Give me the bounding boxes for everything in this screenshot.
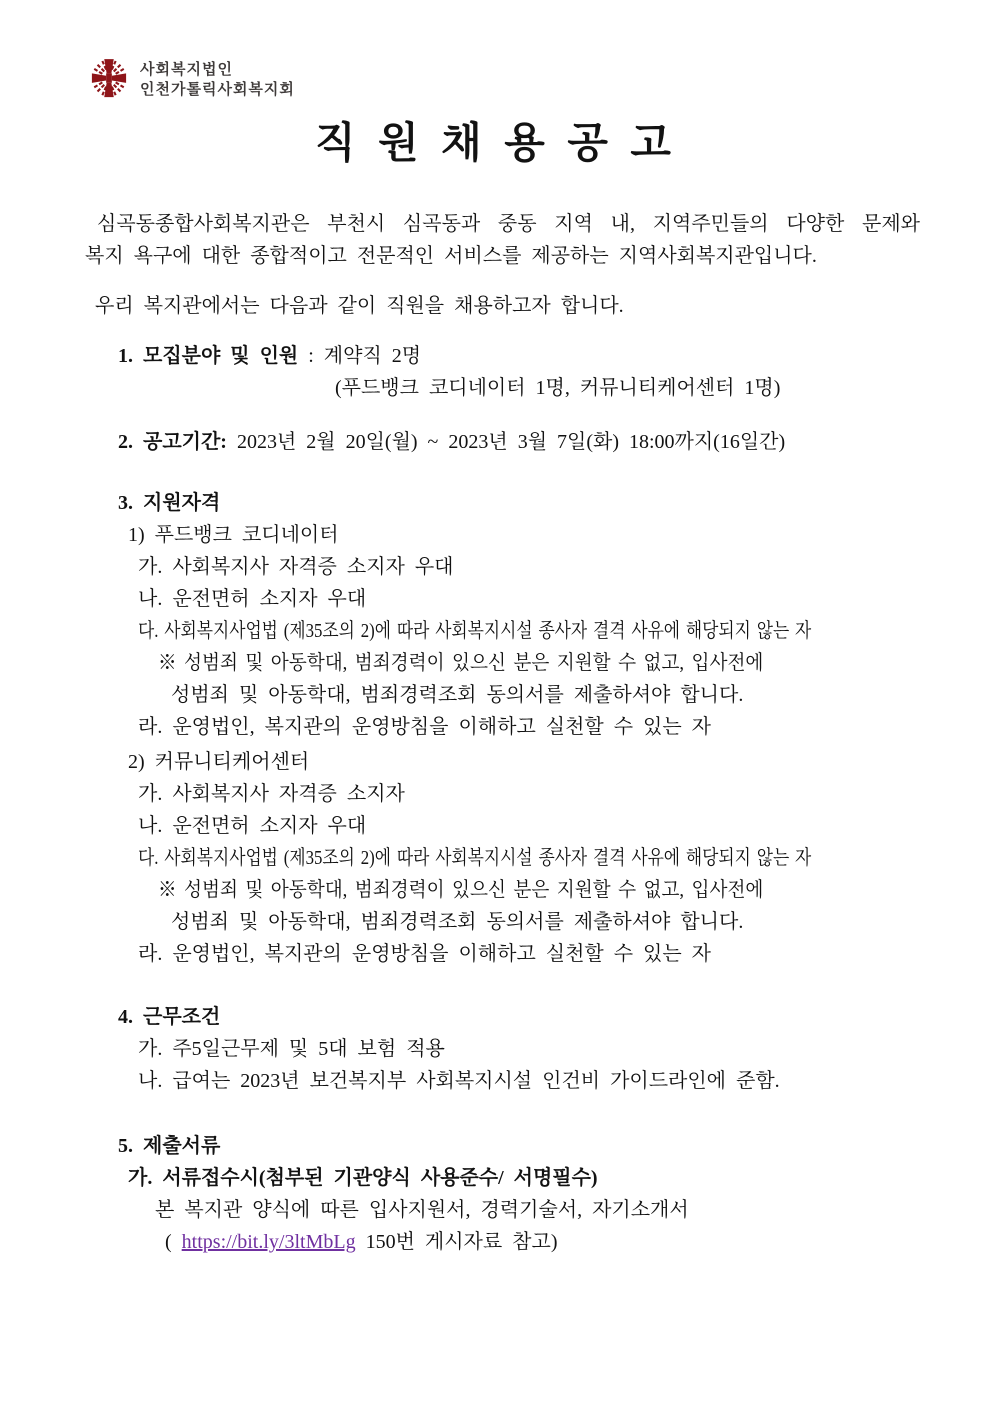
group-2-item-a: 가. 사회복지사 자격증 소지자: [138, 783, 405, 805]
link-suffix: 150번 게시자료 참고): [355, 1231, 558, 1253]
section-3-heading: 3. 지원자격: [118, 492, 221, 514]
section-2-value: 2023년 2월 20일(월) ~ 2023년 3월 7일(화) 18:00까지(16일간): [226, 431, 786, 453]
section-5-heading-line: [85, 1130, 920, 1162]
section-5-documents-line: 본 복지관 양식에 따른 입사지원서, 경력기술서, 자기소개서: [155, 1199, 689, 1221]
page-title: 직 원 채 용 공 고: [315, 121, 677, 167]
group-2-note-1: [85, 874, 920, 906]
group-1-item-a: 가. 사회복지사 자격증 소지자 우대: [138, 556, 454, 578]
section-5-sub-heading-line: [85, 1162, 920, 1194]
section-5-sub-heading: 가. 서류접수시(첨부된 기관양식 사용준수/ 서명필수): [128, 1167, 598, 1189]
group-1-item-b: 나. 운전면허 소지자 우대: [138, 588, 367, 610]
org-name-block: [140, 60, 295, 100]
section-4-heading-line: [85, 1001, 920, 1033]
section-1-detail: (푸드뱅크 코디네이터 1명, 커뮤니티케어센터 1명): [335, 377, 781, 399]
group-1-item-c: [85, 615, 920, 647]
org-type-label: 사회복지법인: [140, 61, 233, 78]
org-name-label: 인천가톨릭사회복지회: [140, 81, 295, 98]
section-2-heading-line: [85, 426, 920, 458]
group-2-item-b: 나. 운전면허 소지자 우대: [138, 815, 367, 837]
group-2-item-c-text: 다. 사회복지사업법 (제35조의 2)에 따라 사회복지시설 종사자 결격 사유에 해당되지 않는 자: [138, 847, 812, 869]
org-logo: [0, 0, 992, 106]
application-form-link[interactable]: https://bit.ly/3ltMbLg: [181, 1231, 356, 1253]
section-1-value: : 계약직 2명: [298, 345, 422, 367]
group-1-note-1: [85, 647, 920, 679]
group-1-item-c-text: 다. 사회복지사업법 (제35조의 2)에 따라 사회복지시설 종사자 결격 사유에 해당되지 않는 자: [138, 620, 812, 642]
group-1-note-2: 성범죄 및 아동학대, 범죄경력조회 동의서를 제출하셔야 합니다.: [171, 684, 744, 706]
group-2-label: 2) 커뮤니티케어센터: [128, 751, 310, 773]
section-3-heading-line: [85, 487, 920, 519]
link-prefix: (: [165, 1231, 182, 1253]
caritas-cross-icon: [90, 56, 128, 104]
section-4-item-a: 가. 주5일근무제 및 5대 보험 적용: [138, 1038, 445, 1060]
group-2-note-1-text: ※ 성범죄 및 아동학대, 범죄경력이 있으신 분은 지원할 수 없고, 입사전에: [158, 879, 764, 901]
section-1-heading-line: [85, 340, 920, 372]
group-2-item-c: [85, 842, 920, 874]
intro-line-3: 우리 복지관에서는 다음과 같이 직원을 채용하고자 합니다.: [95, 295, 624, 317]
section-2-heading: 2. 공고기간:: [118, 431, 227, 453]
group-1-label: 1) 푸드뱅크 코디네이터: [128, 524, 339, 546]
group-1-item-d: 라. 운영법인, 복지관의 운영방침을 이해하고 실천할 수 있는 자: [138, 716, 711, 738]
intro-line-2: 복지 욕구에 대한 종합적이고 전문적인 서비스를 제공하는 지역사회복지관입니다.: [85, 245, 817, 267]
section-1-heading: 1. 모집분야 및 인원: [118, 345, 299, 367]
section-4-heading: 4. 근무조건: [118, 1006, 221, 1028]
group-1-note-1-text: ※ 성범죄 및 아동학대, 범죄경력이 있으신 분은 지원할 수 없고, 입사전에: [158, 652, 764, 674]
section-5-heading: 5. 제출서류: [118, 1135, 221, 1157]
document-body: [0, 208, 992, 1258]
intro-line-1: 심곡동종합사회복지관은 부천시 심곡동과 중동 지역 내, 지역주민들의 다양한 문제와: [97, 213, 920, 235]
section-5-link-line: [85, 1226, 920, 1258]
section-4-item-b: 나. 급여는 2023년 보건복지부 사회복지시설 인건비 가이드라인에 준함.: [138, 1070, 780, 1092]
group-2-note-2: 성범죄 및 아동학대, 범죄경력조회 동의서를 제출하셔야 합니다.: [171, 911, 744, 933]
group-2-item-d: 라. 운영법인, 복지관의 운영방침을 이해하고 실천할 수 있는 자: [138, 943, 711, 965]
